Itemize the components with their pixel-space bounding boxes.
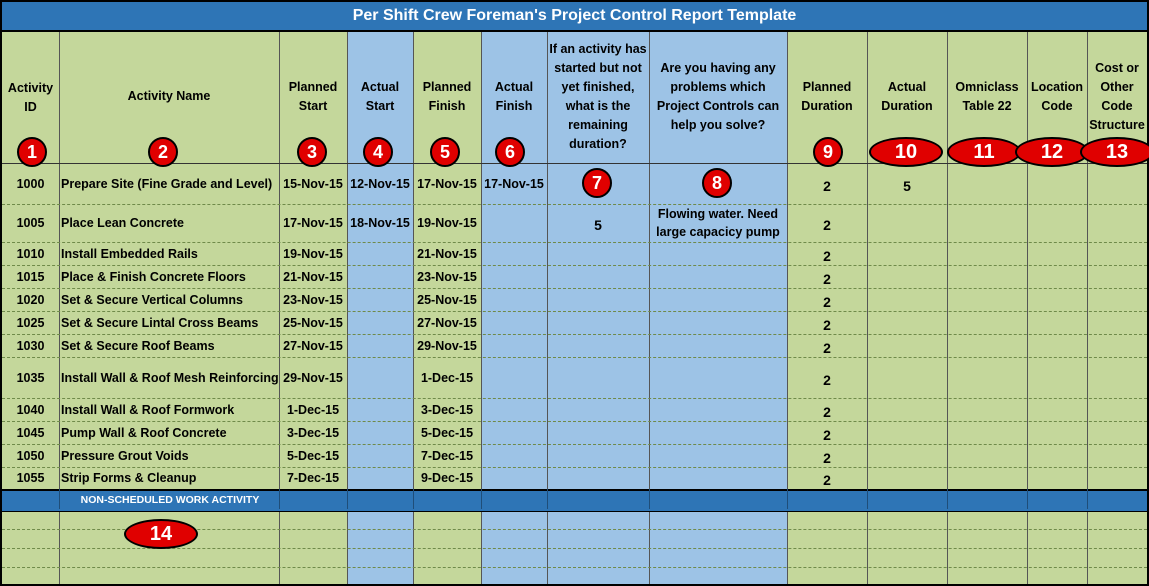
cell-planned-finish[interactable]: 5-Dec-15 [420,425,474,440]
bar-divider [947,489,948,509]
cell-remaining[interactable] [547,265,649,288]
cell-planned-start[interactable]: 21-Nov-15 [283,269,343,284]
callout-badge-14: 14 [124,519,198,549]
cell-actual-start[interactable] [347,421,413,444]
bar-divider [547,489,548,509]
header-activity-name: Activity Name [127,89,211,103]
cell-activity-name[interactable]: Place & Finish Concrete Floors [61,269,246,284]
cell-planned-finish[interactable]: 29-Nov-15 [417,338,477,353]
cell-planned-duration[interactable]: 2 [823,217,831,233]
header-omniclass: Omniclass Table 22 [955,80,1019,113]
cell-activity-id[interactable]: 1030 [16,338,45,353]
cell-activity-name[interactable]: Set & Secure Roof Beams [61,338,215,353]
row-divider [2,548,1147,549]
cell-activity-name[interactable]: Place Lean Concrete [61,216,184,230]
cell-planned-finish[interactable]: 19-Nov-15 [417,216,477,230]
cell-actual-duration[interactable] [867,444,947,467]
cell-actual-finish[interactable] [481,398,547,421]
cell-actual-finish[interactable] [481,357,547,398]
header-location: Location Code [1030,80,1084,113]
cell-actual-finish[interactable] [481,421,547,444]
report-title: Per Shift Crew Foreman's Project Control Report Template [2,2,1147,32]
cell-actual-finish[interactable]: 17-Nov-15 [484,177,544,191]
cell-actual-finish[interactable] [481,444,547,467]
cell-activity-name[interactable]: Install Embedded Rails [61,246,198,261]
table-row [2,204,1147,242]
callout-badge-9: 9 [813,137,843,167]
bar-divider [1027,489,1028,509]
cell-planned-start[interactable]: 15-Nov-15 [283,177,343,191]
cell-planned-duration[interactable]: 2 [823,472,831,488]
cell-planned-duration[interactable]: 2 [823,403,831,420]
callout-badge-12: 12 [1015,137,1089,167]
cell-planned-start[interactable]: 27-Nov-15 [283,338,343,353]
bar-divider [347,489,348,509]
cell-planned-finish[interactable]: 27-Nov-15 [417,315,477,330]
cell-activity-name[interactable]: Set & Secure Lintal Cross Beams [61,315,259,330]
cell-remaining[interactable] [547,398,649,421]
cell-activity-id[interactable]: 1035 [16,370,45,385]
cell-planned-start[interactable]: 3-Dec-15 [286,425,340,440]
header-problems: Are you having any problems which Project Controls can help you solve? [656,61,780,132]
cell-actual-duration[interactable] [867,357,947,398]
callout-badge-7: 7 [582,168,612,198]
cell-planned-start[interactable]: 5-Dec-15 [286,448,340,463]
cell-planned-start[interactable]: 29-Nov-15 [283,370,343,385]
cell-activity-name[interactable]: Install Wall & Roof Formwork [61,402,235,417]
cell-activity-id[interactable]: 1005 [16,216,45,230]
cell-actual-duration[interactable] [867,288,947,311]
cell-planned-duration[interactable]: 2 [823,371,831,388]
header-actual-start: Actual Start [360,80,400,113]
header-activity-id: Activity ID [7,81,54,114]
cell-planned-duration[interactable]: 2 [823,247,831,264]
callout-badge-10: 10 [869,137,943,167]
cell-remaining[interactable] [547,357,649,398]
table-row [2,357,1147,398]
table-row [2,444,1147,467]
cell-planned-start[interactable]: 1-Dec-15 [286,402,340,417]
cell-activity-name[interactable]: Install Wall & Roof Mesh Reinforcing [61,370,279,385]
bar-divider [867,489,868,509]
cell-actual-duration[interactable] [867,421,947,444]
cell-actual-duration[interactable] [867,242,947,265]
cell-activity-name[interactable]: Pump Wall & Roof Concrete [61,425,227,440]
cell-actual-duration[interactable] [867,204,947,242]
callout-badge-13: 13 [1080,137,1149,167]
table-row [2,421,1147,444]
cell-actual-start[interactable] [347,467,413,489]
cell-planned-finish[interactable]: 3-Dec-15 [420,402,474,417]
cell-actual-finish[interactable] [481,265,547,288]
cell-actual-finish[interactable] [481,467,547,489]
cell-actual-start[interactable] [347,398,413,421]
cell-actual-duration[interactable] [867,311,947,334]
cell-planned-duration[interactable]: 2 [823,339,831,356]
callout-badge-2: 2 [148,137,178,167]
cell-planned-duration[interactable]: 2 [823,316,831,333]
cell-actual-finish[interactable] [481,311,547,334]
header-actual-duration: Actual Duration [881,80,933,113]
cell-actual-start[interactable] [347,288,413,311]
cell-problems[interactable]: Flowing water. Need large capacicy pump [656,207,780,239]
header-actual-finish: Actual Finish [494,80,534,113]
cell-actual-finish[interactable] [481,334,547,357]
cell-activity-id[interactable]: 1055 [16,471,45,485]
cell-planned-duration[interactable]: 2 [823,449,831,466]
table-row [2,164,1147,204]
table-row [2,334,1147,357]
cell-actual-duration[interactable] [867,398,947,421]
cell-planned-finish[interactable]: 23-Nov-15 [417,269,477,284]
cell-planned-finish[interactable]: 7-Dec-15 [420,448,474,463]
cell-actual-start[interactable]: 12-Nov-15 [350,177,410,191]
bar-divider [413,489,414,509]
callout-badge-8: 8 [702,168,732,198]
cell-actual-duration[interactable] [867,467,947,489]
cell-activity-name[interactable]: Prepare Site (Fine Grade and Level) [61,177,273,191]
cell-planned-duration[interactable]: 2 [823,178,831,194]
cell-planned-finish[interactable]: 9-Dec-15 [420,471,474,485]
cell-activity-id[interactable]: 1020 [16,292,45,307]
row-divider [2,567,1147,568]
cell-actual-start[interactable] [347,265,413,288]
cell-planned-finish[interactable]: 25-Nov-15 [417,292,477,307]
cell-activity-id[interactable]: 1045 [16,425,45,440]
cell-planned-duration[interactable]: 2 [823,270,831,287]
bar-divider [481,489,482,509]
cell-planned-start[interactable]: 23-Nov-15 [283,292,343,307]
cell-actual-start[interactable] [347,311,413,334]
cell-remaining[interactable] [547,467,649,489]
header-planned-duration: Planned Duration [801,80,853,113]
cell-remaining[interactable] [547,444,649,467]
callout-badge-6: 6 [495,137,525,167]
table-row [2,288,1147,311]
cell-activity-id[interactable]: 1025 [16,315,45,330]
cell-planned-start[interactable]: 17-Nov-15 [283,216,343,230]
callout-badge-11: 11 [947,137,1021,167]
header-planned-finish: Planned Finish [422,80,472,113]
cell-activity-id[interactable]: 1015 [16,269,45,284]
cell-activity-id[interactable]: 1010 [16,246,45,261]
cell-remaining[interactable] [547,288,649,311]
cell-remaining[interactable] [547,334,649,357]
cell-actual-start[interactable] [347,444,413,467]
cell-planned-duration[interactable]: 2 [823,293,831,310]
cell-planned-finish[interactable]: 17-Nov-15 [417,177,477,191]
cell-actual-duration[interactable] [867,265,947,288]
cell-actual-finish[interactable] [481,242,547,265]
bar-divider [1087,489,1088,509]
cell-planned-duration[interactable]: 2 [823,426,831,443]
non-scheduled-label: NON-SCHEDULED WORK ACTIVITY [80,494,260,506]
cell-remaining[interactable] [547,242,649,265]
cell-activity-id[interactable]: 1050 [16,448,45,463]
callout-badge-4: 4 [363,137,393,167]
cell-remaining[interactable] [547,421,649,444]
cell-planned-finish[interactable]: 21-Nov-15 [417,246,477,261]
cell-actual-finish[interactable] [481,204,547,242]
cell-actual-start[interactable] [347,357,413,398]
cell-actual-start[interactable] [347,242,413,265]
cell-planned-finish[interactable]: 1-Dec-15 [420,370,474,385]
header-cost: Cost or Other Code Structure [1089,61,1145,132]
cell-actual-finish[interactable] [481,288,547,311]
table-row [2,265,1147,288]
bar-divider [649,489,650,509]
table-row [2,467,1147,489]
cell-actual-duration[interactable]: 5 [903,178,911,194]
cell-activity-id[interactable]: 1040 [16,402,45,417]
header-remaining: If an activity has started but not yet finished, what is the remaining duration? [549,42,647,151]
cell-activity-name[interactable]: Strip Forms & Cleanup [61,471,197,485]
cell-remaining[interactable] [547,311,649,334]
cell-activity-name[interactable]: Pressure Grout Voids [61,448,189,463]
table-row [2,398,1147,421]
callout-badge-1: 1 [17,137,47,167]
cell-activity-name[interactable]: Set & Secure Vertical Columns [61,292,244,307]
cell-activity-id[interactable]: 1000 [16,177,45,191]
cell-planned-start[interactable]: 7-Dec-15 [286,471,340,485]
header-planned-start: Planned Start [288,80,338,113]
cell-planned-start[interactable]: 19-Nov-15 [283,246,343,261]
callout-badge-5: 5 [430,137,460,167]
cell-actual-duration[interactable] [867,334,947,357]
cell-actual-start[interactable]: 18-Nov-15 [350,216,410,230]
cell-planned-start[interactable]: 25-Nov-15 [283,315,343,330]
cell-actual-start[interactable] [347,334,413,357]
callout-badge-3: 3 [297,137,327,167]
bar-divider [787,489,788,509]
table-row [2,311,1147,334]
table-row [2,242,1147,265]
cell-remaining[interactable]: 5 [594,217,602,233]
